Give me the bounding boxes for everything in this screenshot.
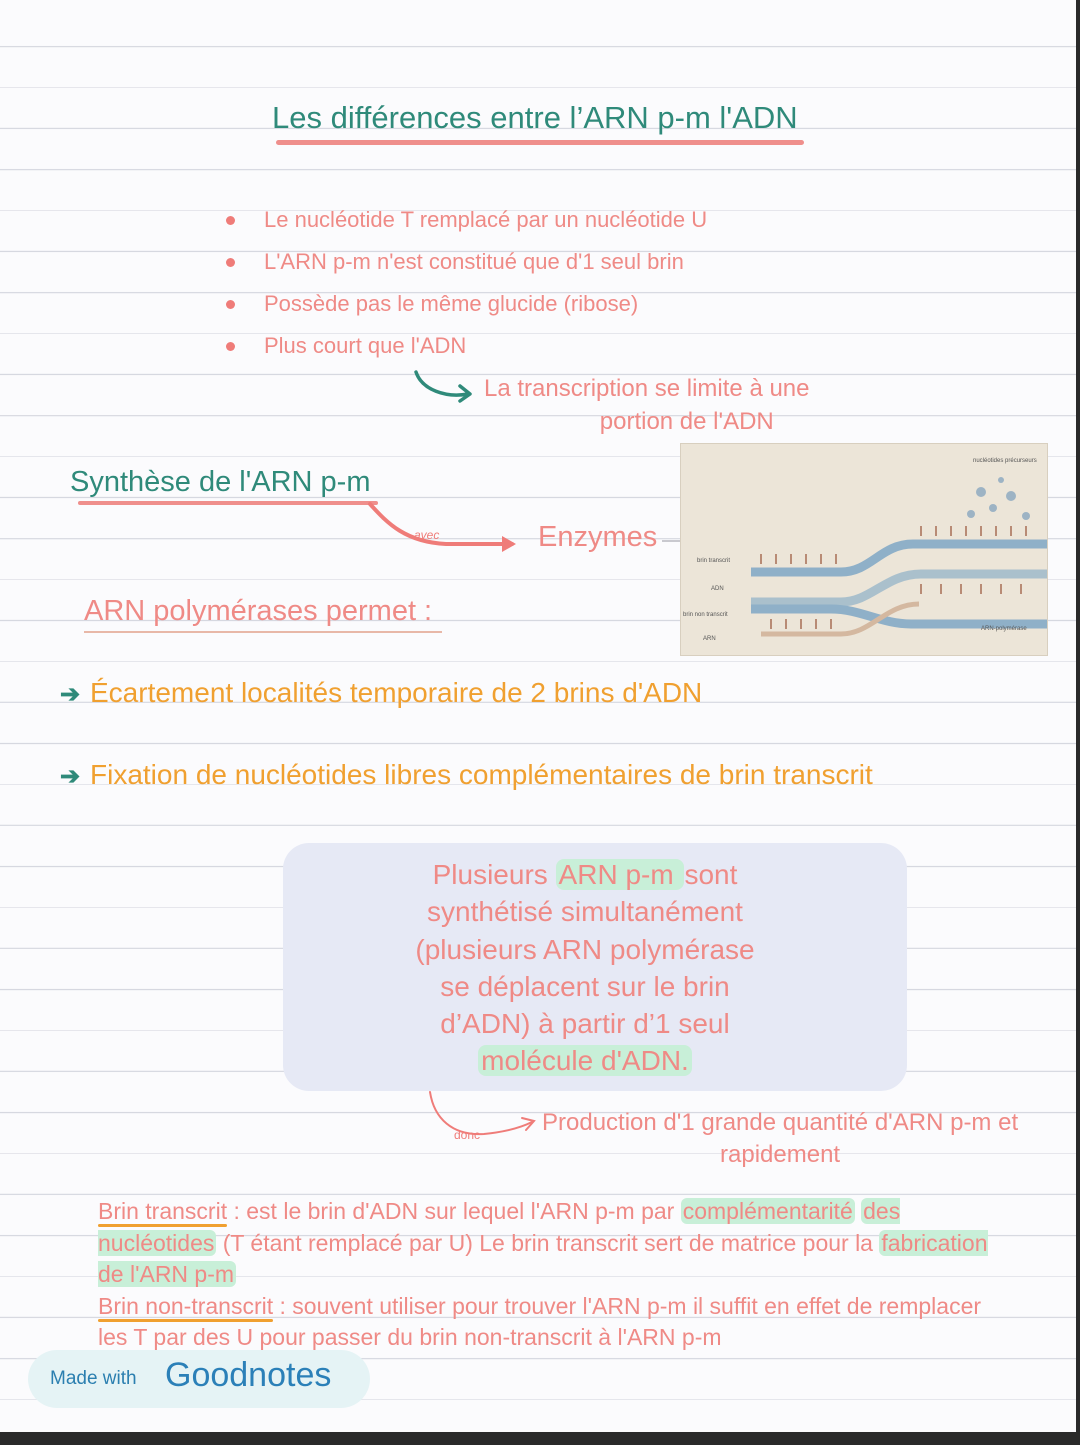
arrow-to-enzymes-icon <box>366 498 526 558</box>
arrow-right-icon: ➔ <box>60 681 81 708</box>
arrow-right-icon: ➔ <box>60 763 81 790</box>
diagram-label-nucleotides: nucléotides précurseurs <box>973 458 1037 464</box>
term-brin-transcrit: Brin transcrit <box>98 1198 228 1224</box>
curved-arrow-icon <box>410 366 480 406</box>
definitions-paragraph: Brin transcrit : est le brin d'ADN sur lequel l'ARN p-m par complémentarité des nucléotides (T étant remplacé par U) Le brin transcrit sert de matrice pour la fabrication de l'ARN p-m Brin non-transcrit : souvent utiliser pour trouver l'ARN p-m il suffit en effet de remplacer les T par des U pour passer du brin non-transcrit à l'ARN p-m <box>98 1198 988 1350</box>
curved-arrow-icon <box>424 1088 544 1148</box>
list-item: L'ARN p-m n'est constitué que d'1 seul brin <box>222 249 707 291</box>
bullet-dot <box>226 342 235 351</box>
synthese-underline <box>78 501 378 505</box>
info-box-text: Plusieurs ARN p-m sont synthétisé simultanément (plusieurs ARN polymérase se déplacent sur le brin d’ADN) à partir d’1 seul molécule d'ADN. <box>415 859 755 1077</box>
diagram-label-polymerase: ARN-polymérase <box>981 626 1027 632</box>
badge-made-with: Made with <box>50 1368 137 1389</box>
title-underline <box>276 140 804 145</box>
bullet-dot <box>226 216 235 225</box>
step-item: ➔ Fixation de nucléotides libres complémentaires de brin transcrit <box>60 759 873 790</box>
avec-label: avec <box>414 528 440 542</box>
synthese-heading: Synthèse de l'ARN p-m <box>70 466 371 498</box>
transcription-note: La transcription se limite à une portion de l'ADN <box>484 375 810 435</box>
dna-transcription-illustration <box>681 444 1047 655</box>
polymerase-underline <box>84 631 442 633</box>
diagram-label-brin-transcrit: brin transcrit <box>697 558 731 564</box>
donc-label: donc <box>454 1128 481 1142</box>
connector-line <box>662 540 682 542</box>
diagram-label-adn: ADN <box>711 586 724 592</box>
bullet-dot <box>226 300 235 309</box>
badge-brand: Goodnotes <box>165 1356 332 1394</box>
polymerase-heading: ARN polymérases permet : <box>84 595 433 627</box>
production-note: Production d'1 grande quantité d'ARN p-m et rapidement <box>542 1109 1019 1168</box>
differences-list <box>222 207 707 375</box>
diagram-label-arn: ARN <box>703 636 716 642</box>
term-brin-non-transcrit: Brin non-transcrit <box>98 1292 274 1319</box>
transcription-diagram <box>680 443 1048 656</box>
diagram-label-brin-non-transcrit: brin non transcrit <box>683 612 728 618</box>
list-item: Plus court que l'ADN <box>222 333 707 375</box>
page-title: Les différences entre l’ARN p-m l'ADN <box>272 100 798 135</box>
step-item: ➔ Écartement localités temporaire de 2 brins d'ADN <box>60 677 703 708</box>
bullet-dot <box>226 258 235 267</box>
list-item: Possède pas le même glucide (ribose) <box>222 291 707 333</box>
enzymes-label: Enzymes <box>538 521 658 553</box>
list-item: Le nucléotide T remplacé par un nucléotide U <box>222 207 707 249</box>
